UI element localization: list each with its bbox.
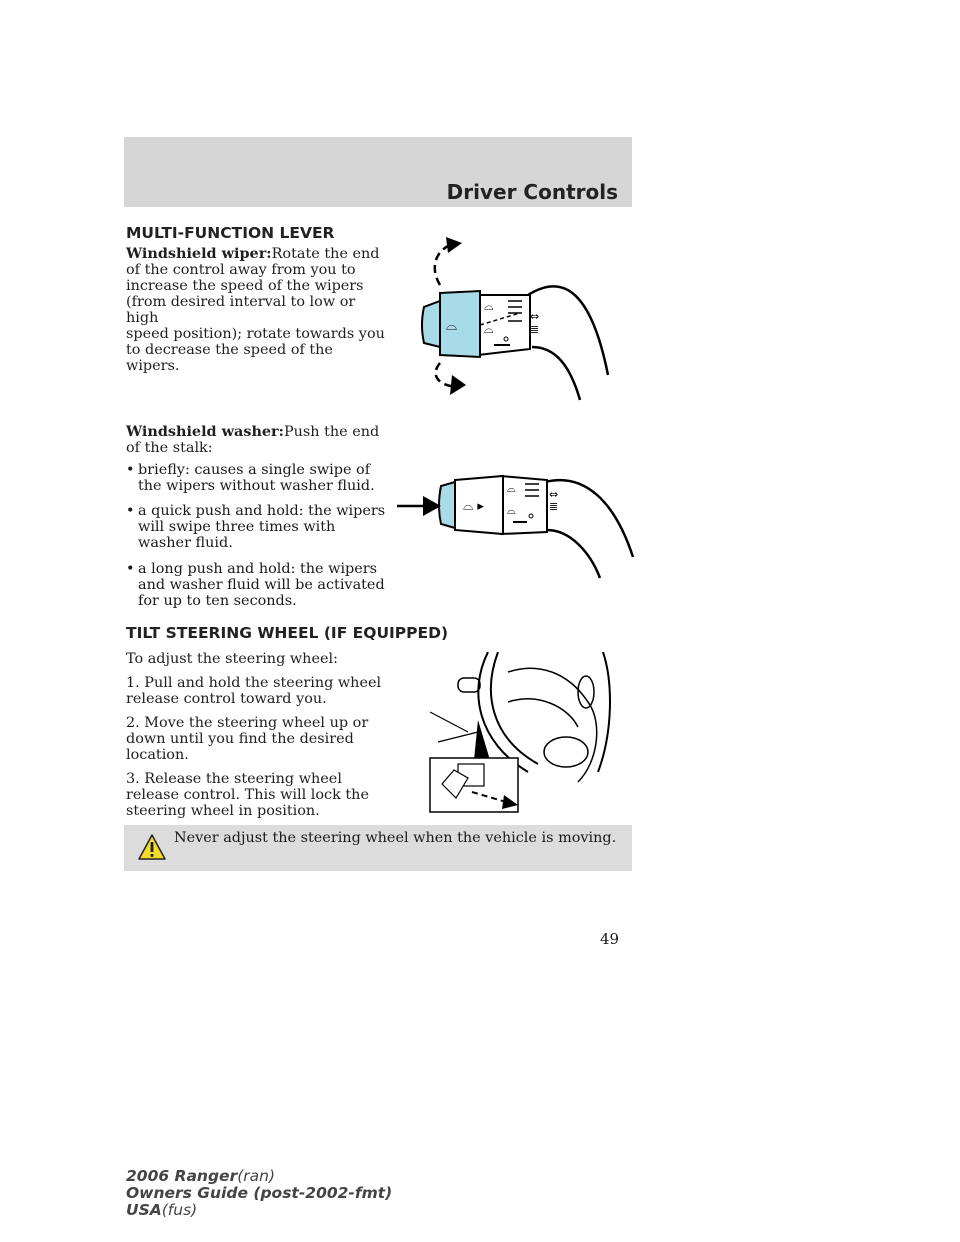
- tilt-intro: To adjust the steering wheel:: [126, 651, 338, 667]
- svg-text:⌓: ⌓: [484, 322, 494, 336]
- svg-text:⌓: ⌓: [446, 318, 458, 334]
- svg-text:≣: ≣: [549, 500, 559, 513]
- warning-box: [124, 825, 632, 871]
- footer-guide: Owners Guide (post-2002-fmt): [126, 1184, 393, 1202]
- svg-text:⌓: ⌓: [484, 299, 494, 313]
- wiper-paragraph: [126, 246, 388, 374]
- bullet-line: washer fluid.: [138, 535, 233, 551]
- wiper-line: to decrease the speed of the wipers.: [126, 342, 333, 374]
- bullet-dot: •: [126, 503, 135, 519]
- washer-lead: Windshield washer:: [126, 423, 284, 440]
- bullet-line: will swipe three times with: [138, 519, 336, 535]
- bullet-line: for up to ten seconds.: [138, 593, 297, 609]
- step-line: release control toward you.: [126, 691, 327, 707]
- list-item: [126, 503, 388, 551]
- steering-wheel-illustration: [428, 652, 618, 814]
- section-title: Driver Controls: [446, 180, 618, 204]
- svg-text:⌓: ⌓: [507, 482, 516, 495]
- bullet-dot: •: [126, 561, 135, 577]
- wiper-lead: Windshield wiper:: [126, 245, 272, 262]
- washer-paragraph: [126, 424, 388, 456]
- footer-market-code: (fus): [161, 1201, 198, 1219]
- heading-tilt-steering-wheel: TILT STEERING WHEEL (IF EQUIPPED): [126, 624, 449, 642]
- list-item: [126, 462, 388, 494]
- wiper-rotate-illustration: [410, 235, 620, 405]
- heading-multi-function-lever: MULTI-FUNCTION LEVER: [126, 224, 335, 242]
- list-item: [126, 561, 388, 609]
- document-footer: [126, 1168, 392, 1219]
- header-band: [124, 137, 632, 207]
- svg-text:⇔: ⇔: [530, 310, 540, 323]
- washer-line: of the stalk:: [126, 440, 213, 456]
- svg-text:⌓ ▸: ⌓ ▸: [463, 499, 484, 514]
- tilt-step-2: [126, 715, 388, 763]
- step-line: steering wheel in position.: [126, 803, 320, 819]
- bullet-line: and washer fluid will be activated: [138, 577, 385, 593]
- wiper-line: (from desired interval to low or high: [126, 294, 356, 326]
- wiper-line: of the control away from you to: [126, 262, 356, 278]
- warning-text: Never adjust the steering wheel when the vehicle is moving.: [174, 830, 617, 846]
- step-line: 1. Pull and hold the steering wheel: [126, 675, 382, 691]
- washer-push-illustration: [395, 462, 640, 582]
- step-line: 3. Release the steering wheel: [126, 771, 342, 787]
- footer-market: USA: [126, 1201, 162, 1219]
- svg-text:⇔: ⇔: [549, 488, 559, 501]
- footer-model-code: (ran): [237, 1167, 276, 1185]
- wiper-line: Rotate the end: [271, 246, 380, 262]
- footer-model: 2006 Ranger: [126, 1167, 238, 1185]
- step-line: down until you find the desired: [126, 731, 354, 747]
- tilt-step-3: [126, 771, 388, 819]
- step-line: release control. This will lock the: [126, 787, 369, 803]
- svg-text:⌓: ⌓: [507, 504, 516, 517]
- bullet-line: the wipers without washer fluid.: [138, 478, 375, 494]
- washer-line: Push the end: [283, 424, 380, 440]
- bullet-line: briefly: causes a single swipe of: [138, 462, 371, 478]
- wiper-line: speed position); rotate towards you: [126, 326, 385, 342]
- bullet-line: a long push and hold: the wipers: [138, 561, 378, 577]
- svg-text:≣: ≣: [530, 323, 540, 336]
- step-line: 2. Move the steering wheel up or: [126, 715, 369, 731]
- bullet-dot: •: [126, 462, 135, 478]
- page-number: 49: [600, 930, 620, 948]
- warning-triangle-icon: [137, 833, 167, 861]
- step-line: location.: [126, 747, 189, 763]
- tilt-step-1: [126, 675, 388, 707]
- wiper-line: increase the speed of the wipers: [126, 278, 364, 294]
- bullet-line: a quick push and hold: the wipers: [138, 503, 386, 519]
